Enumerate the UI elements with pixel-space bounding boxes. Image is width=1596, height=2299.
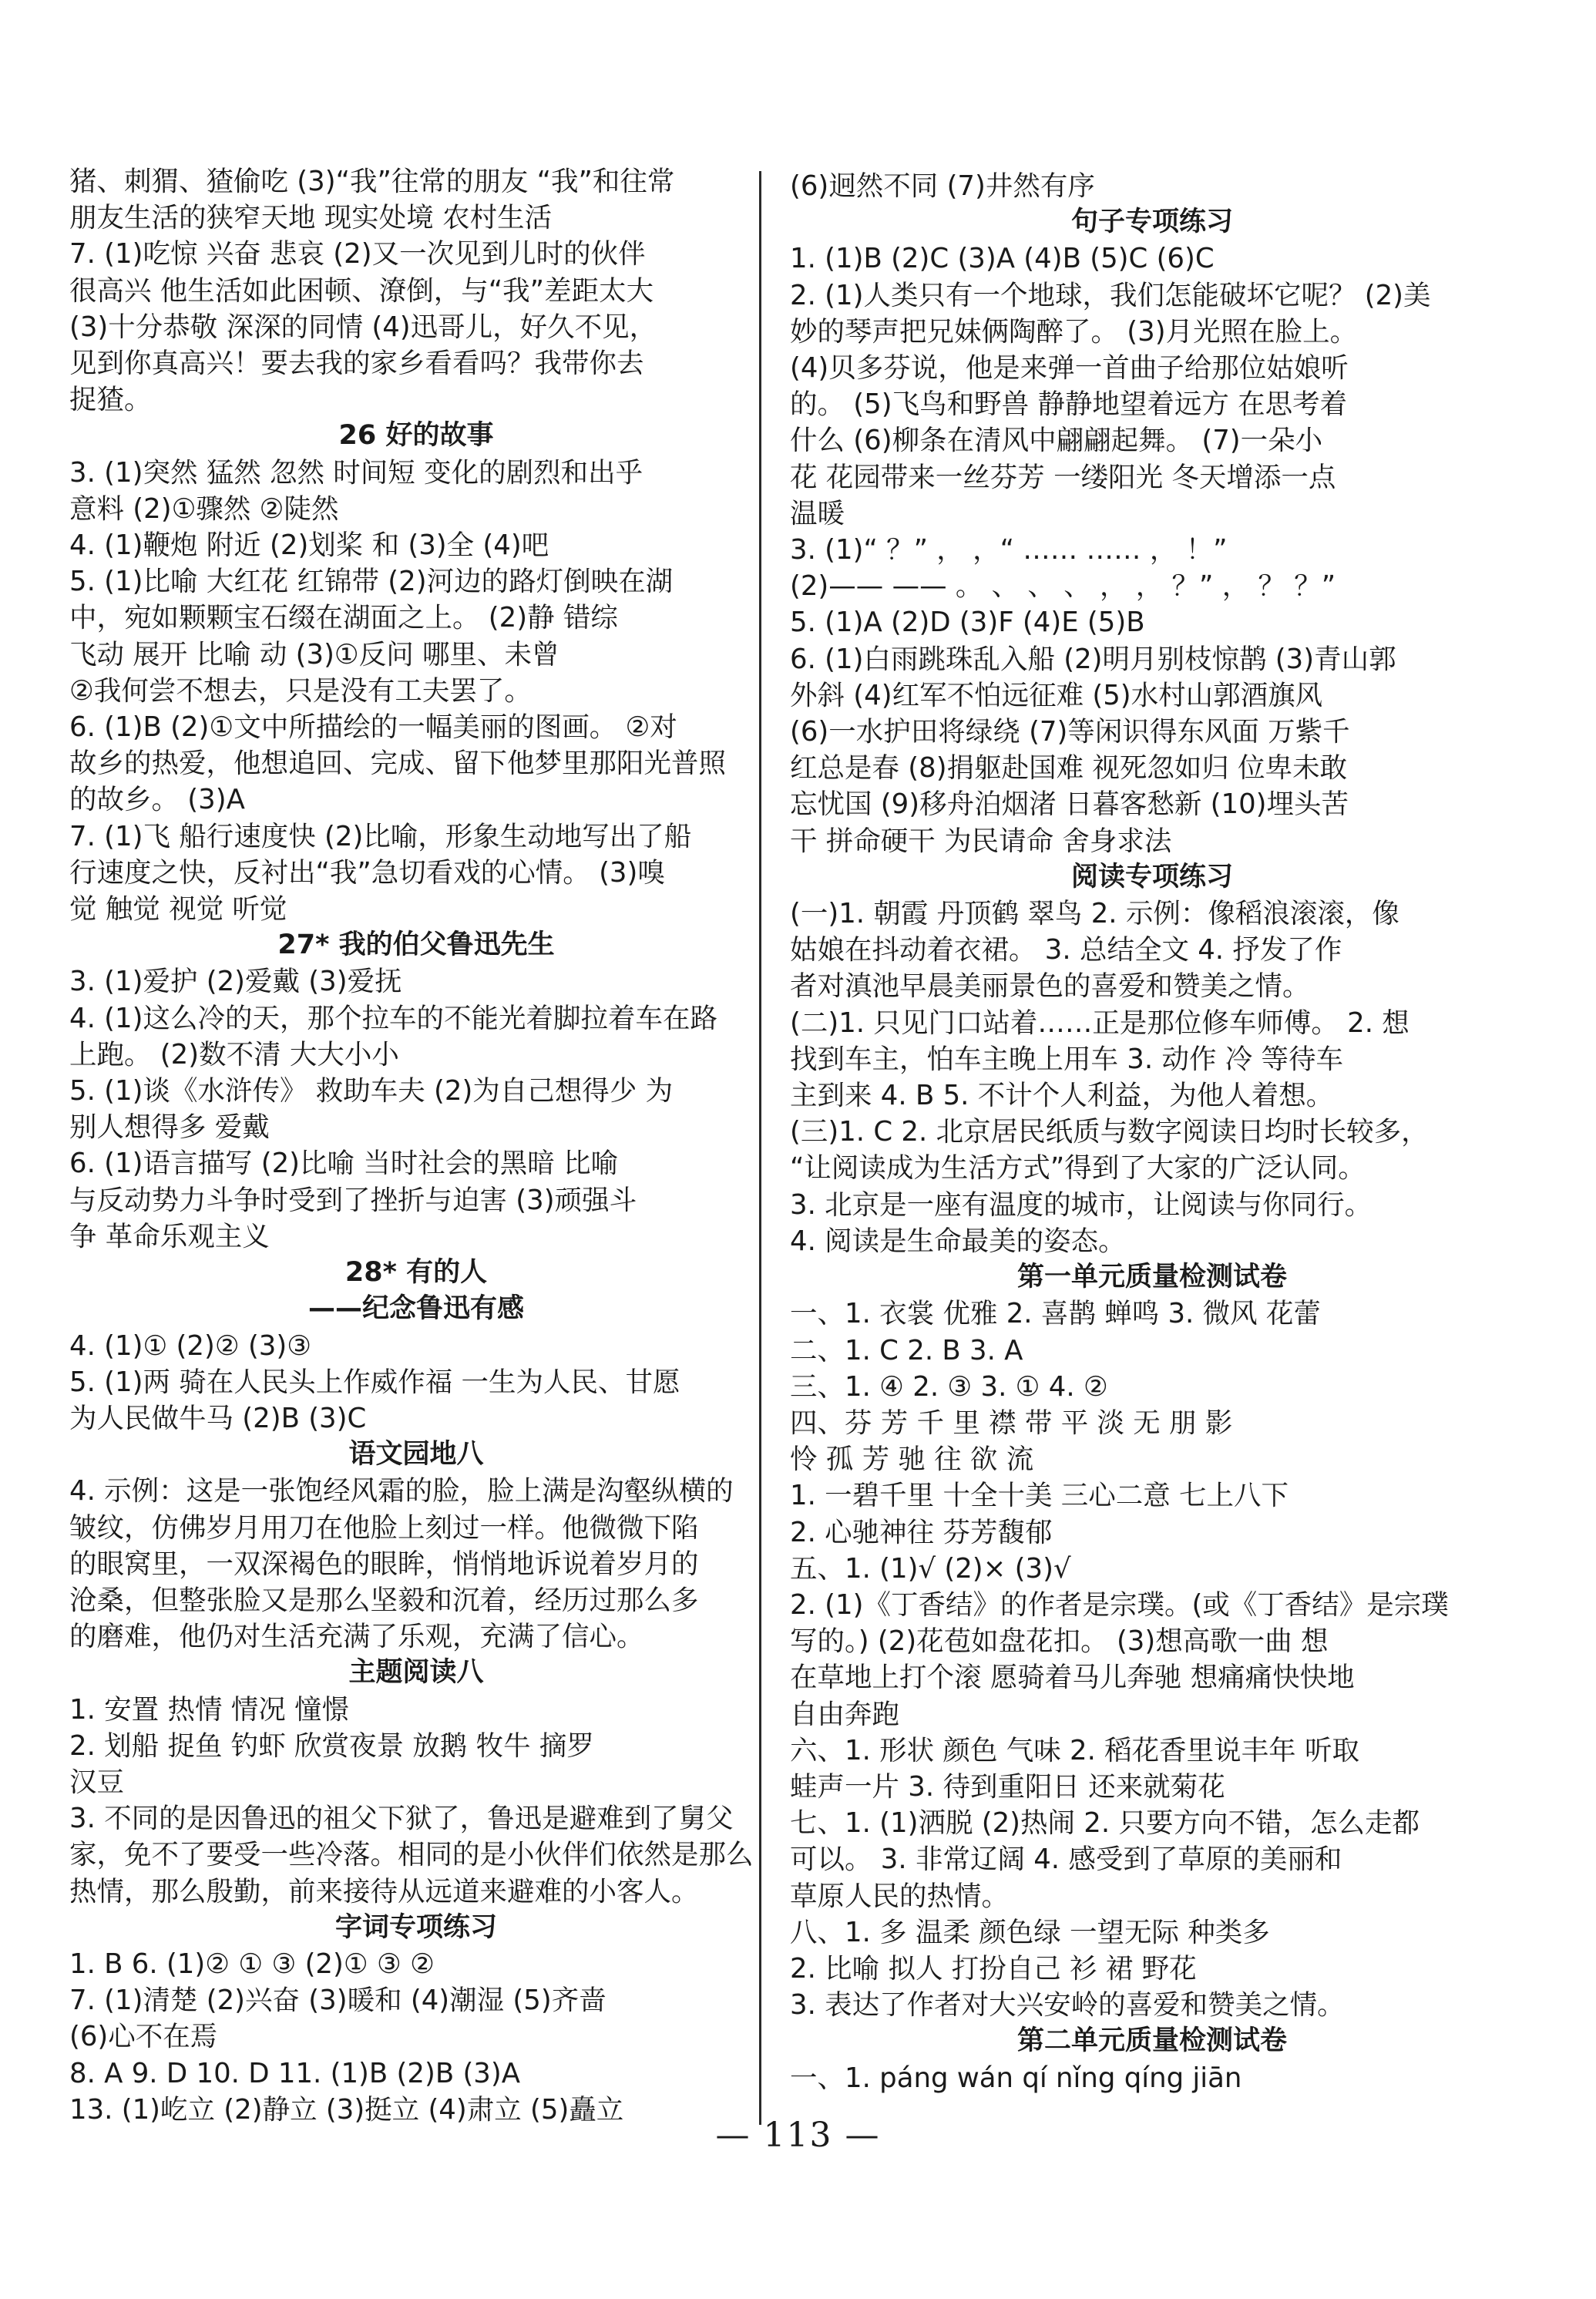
answer-line: 故乡的热爱，他想追回、完成、留下他梦里那阳光普照: [69, 748, 727, 780]
answer-line: 1. 安置 热情 情况 憧憬: [69, 1693, 350, 1726]
answer-line: 8. A 9. D 10. D 11. (1)B (2)B (3)A: [69, 2057, 521, 2089]
answer-line: 4. 示例：这是一张饱经风霜的脸，脸上满是沟壑纵横的: [69, 1475, 734, 1507]
answer-line: 自由奔跑: [790, 1698, 900, 1730]
column-divider: [759, 171, 761, 2125]
answer-line: “让阅读成为生活方式”得到了大家的广泛认同。: [790, 1152, 1366, 1185]
answer-line: 温暖: [790, 497, 845, 529]
answer-line: 皱纹，仿佛岁月用刀在他脸上刻过一样。他微微下陷: [69, 1511, 699, 1544]
answer-line: 4. 阅读是生命最美的姿态。: [790, 1225, 1126, 1257]
answer-line: (4)贝多芬说，他是来弹一首曲子给那位姑娘听: [790, 352, 1349, 385]
answer-line: 的。 (5)飞鸟和野兽 静静地望着远方 在思考着: [790, 388, 1348, 421]
answer-line: 八、1. 多 温柔 颜色绿 一望无际 种类多: [790, 1916, 1270, 1948]
section-heading: 语文园地八: [348, 1439, 484, 1470]
answer-line: 七、1. (1)洒脱 (2)热闹 2. 只要方向不错，怎么走都: [790, 1807, 1420, 1840]
answer-line: (6)迥然不同 (7)井然有序: [790, 170, 1095, 202]
answer-line: 姑娘在抖动着衣裙。 3. 总结全文 4. 抒发了作: [790, 934, 1342, 966]
answer-line: 红总是春 (8)捐躯赴国难 视死忽如归 位卑未敢: [790, 752, 1348, 785]
answer-line: 5. (1)A (2)D (3)F (4)E (5)B: [790, 607, 1145, 639]
answer-line: (三)1. C 2. 北京居民纸质与数字阅读日均时长较多，: [790, 1116, 1429, 1148]
section-heading: ——纪念鲁迅有感: [307, 1293, 524, 1325]
answer-line: 行速度之快，反衬出“我”急切看戏的心情。 (3)嗅: [69, 856, 665, 889]
answer-line: 与反动势力斗争时受到了挫折与迫害 (3)顽强斗: [69, 1184, 637, 1216]
answer-line: (6)一水护田将绿绕 (7)等闲识得东风面 万紫千: [790, 716, 1350, 748]
answer-line: 3. 表达了作者对大兴安岭的喜爱和赞美之情。: [790, 1989, 1345, 2022]
answer-line: 5. (1)比喻 大红花 红锦带 (2)河边的路灯倒映在湖: [69, 566, 674, 598]
answer-line: 很高兴 他生活如此困顿、潦倒，与“我”差距太大: [69, 274, 654, 307]
answer-line: (二)1. 只见门口站着……正是那位修车师傅。 2. 想: [790, 1007, 1410, 1039]
answer-line: 四、芬 芳 千 里 襟 带 平 淡 无 朋 影: [790, 1407, 1233, 1439]
answer-line: 3. 不同的是因鲁迅的祖父下狱了，鲁迅是避难到了舅父: [69, 1803, 734, 1835]
answer-line: 忘忧国 (9)移舟泊烟渚 日暮客愁新 (10)埋头苦: [790, 788, 1349, 821]
answer-line: 草原人民的热情。: [790, 1880, 1010, 1912]
answer-line: 2. 划船 捉鱼 钓虾 欣赏夜景 放鹅 牧牛 摘罗: [69, 1729, 594, 1762]
answer-line: 飞动 展开 比喻 动 (3)①反问 哪里、未曾: [69, 638, 559, 671]
answer-line: 中，宛如颗颗宝石缀在湖面之上。 (2)静 错综: [69, 602, 618, 634]
answer-line: 汉豆: [69, 1766, 125, 1798]
section-heading: 第二单元质量检测试卷: [1016, 2025, 1287, 2057]
section-heading: 第一单元质量检测试卷: [1016, 1262, 1287, 1293]
answer-line: 在草地上打个滚 愿骑着马儿奔驰 想痛痛快快地: [790, 1662, 1355, 1694]
answer-line: 热情，那么殷勤，前来接待从远道来避难的小客人。: [69, 1875, 699, 1907]
answer-line: 外斜 (4)红军不怕远征难 (5)水村山郭酒旗风: [790, 679, 1323, 711]
answer-line: 意料 (2)①骤然 ②陡然: [69, 492, 339, 525]
answer-line: 五、1. (1)√ (2)× (3)√: [790, 1552, 1071, 1585]
answer-line: 1. B 6. (1)② ① ③ (2)① ③ ②: [69, 1948, 435, 1980]
answer-line: 见到你真高兴！要去我的家乡看看吗？我带你去: [69, 348, 644, 380]
answer-line: 者对滇池早晨美丽景色的喜爱和赞美之情。: [790, 970, 1310, 1003]
answer-line: 找到车主，怕车主晚上用车 3. 动作 冷 等待车: [790, 1043, 1344, 1075]
section-heading: 句子专项练习: [1070, 207, 1233, 238]
section-heading: 阅读专项练习: [1070, 861, 1233, 892]
answer-line: (3)十分恭敬 深深的同情 (4)迅哥儿，好久不见，: [69, 311, 657, 343]
answer-line: 3. (1)爱护 (2)爱戴 (3)爱抚: [69, 966, 402, 998]
answer-line: ②我何尝不想去，只是没有工夫罢了。: [69, 674, 532, 707]
answer-line: 一、1. 衣裳 优雅 2. 喜鹊 蝉鸣 3. 微风 花蕾: [790, 1298, 1321, 1330]
answer-line: 主到来 4. B 5. 不计个人利益，为他人着想。: [790, 1080, 1334, 1112]
answer-line: 朋友生活的狭窄天地 现实处境 农村生活: [69, 202, 553, 234]
answer-line: 7. (1)飞 船行速度快 (2)比喻，形象生动地写出了船: [69, 820, 692, 852]
answer-line: 2. 比喻 拟人 打扮自己 衫 裙 野花: [790, 1952, 1197, 1985]
answer-line: 一、1. páng wán qí nǐng qíng jiān: [790, 2062, 1242, 2094]
answer-line: 为人民做牛马 (2)B (3)C: [69, 1402, 367, 1434]
answer-line: 蛙声一片 3. 待到重阳日 还来就菊花: [790, 1770, 1225, 1803]
answer-line: 6. (1)B (2)①文中所描绘的一幅美丽的图画。 ②对: [69, 711, 677, 744]
answer-line: 5. (1)谈《水浒传》 救助车夫 (2)为自己想得少 为: [69, 1075, 674, 1107]
answer-line: 1. 一碧千里 十全十美 三心二意 七上八下: [790, 1480, 1289, 1512]
answer-line: 三、1. ④ 2. ③ 3. ① 4. ②: [790, 1370, 1108, 1403]
answer-line: (6)心不在焉: [69, 2021, 218, 2053]
answer-line: 上跑。 (2)数不清 大大小小: [69, 1038, 399, 1071]
answer-line: 4. (1)鞭炮 附近 (2)划桨 和 (3)全 (4)吧: [69, 529, 549, 562]
answer-line: 5. (1)两 骑在人民头上作威作福 一生为人民、甘愿: [69, 1366, 680, 1398]
answer-line: 沧桑，但整张脸又是那么坚毅和沉着，经历过那么多: [69, 1584, 699, 1616]
answer-line: 觉 触觉 视觉 听觉: [69, 893, 287, 926]
answer-line: 妙的琴声把兄妹俩陶醉了。 (3)月光照在脸上。: [790, 315, 1358, 348]
answer-line: 六、1. 形状 颜色 气味 2. 稻花香里说丰年 听取: [790, 1734, 1359, 1766]
answer-line: 7. (1)清楚 (2)兴奋 (3)暖和 (4)潮湿 (5)齐啬: [69, 1985, 606, 2017]
answer-line: 3. (1)突然 猛然 忽然 时间短 变化的剧烈和出乎: [69, 456, 643, 489]
answer-line: 怜 孤 芳 驰 往 欲 流: [790, 1444, 1034, 1476]
answer-line: 13. (1)屹立 (2)静立 (3)挺立 (4)肃立 (5)矗立: [69, 2093, 624, 2126]
answer-line: 捉猹。: [69, 384, 152, 416]
answer-line: (2)—— —— 。 、 、 、 ， ， ？” ， ？ ？”: [790, 570, 1336, 603]
answer-line: 6. (1)语言描写 (2)比喻 当时社会的黑暗 比喻: [69, 1148, 619, 1180]
left-column: [69, 163, 754, 2128]
answer-line: 2. (1)《丁香结》的作者是宗璞。(或《丁香结》是宗璞: [790, 1588, 1449, 1621]
section-heading: 27* 我的伯父鲁迅先生: [277, 929, 555, 961]
answer-line: 别人想得多 爱戴: [69, 1111, 270, 1144]
answer-line: 4. (1)这么冷的天，那个拉车的不能光着脚拉着车在路: [69, 1002, 717, 1034]
answer-line: 花 花园带来一丝芬芳 一缕阳光 冬天增添一点: [790, 461, 1336, 493]
answer-line: 干 拼命硬干 为民请命 舍身求法: [790, 825, 1172, 857]
answer-line: 什么 (6)柳条在清风中翩翩起舞。 (7)一朵小: [790, 425, 1323, 457]
answer-line: 1. (1)B (2)C (3)A (4)B (5)C (6)C: [790, 243, 1215, 275]
right-column: [790, 168, 1514, 2096]
answer-line: 可以。 3. 非常辽阔 4. 感受到了草原的美丽和: [790, 1844, 1342, 1876]
answer-line: 猪、刺猬、猹偷吃 (3)“我”往常的朋友 “我”和往常: [69, 166, 675, 197]
answer-line: 3. 北京是一座有温度的城市，让阅读与你同行。: [790, 1188, 1373, 1221]
section-heading: 字词专项练习: [334, 1911, 497, 1943]
section-heading: 主题阅读八: [348, 1657, 484, 1689]
page-number: — 113 —: [715, 2116, 881, 2155]
answer-line: 2. 心驰神往 芬芳馥郁: [790, 1516, 1053, 1548]
answer-line: (一)1. 朝霞 丹顶鹤 翠鸟 2. 示例：像稻浪滚滚，像: [790, 898, 1399, 930]
answer-line: 争 革命乐观主义: [69, 1220, 270, 1252]
answer-line: 二、1. C 2. B 3. A: [790, 1334, 1023, 1366]
answer-line: 4. (1)① (2)② (3)③: [69, 1329, 312, 1362]
answer-line: 7. (1)吃惊 兴奋 悲哀 (2)又一次见到儿时的伙伴: [69, 238, 646, 271]
answer-line: 3. (1)“ ？” ， ，“ …… …… ， ！”: [790, 534, 1228, 566]
answer-line: 的眼窝里，一双深褐色的眼眸，悄悄地诉说着岁月的: [69, 1548, 699, 1580]
answer-line: 6. (1)白雨跳珠乱入船 (2)明月别枝惊鹊 (3)青山郭: [790, 643, 1396, 675]
answer-line: 的故乡。 (3)A: [69, 784, 245, 816]
answer-line: 的磨难，他仍对生活充满了乐观，充满了信心。: [69, 1621, 644, 1653]
answer-line: 家，免不了要受一些冷落。相同的是小伙伴们依然是那么: [69, 1839, 754, 1871]
section-heading: 26 好的故事: [338, 420, 494, 452]
section-heading: 28* 有的人: [344, 1257, 488, 1289]
answer-line: 2. (1)人类只有一个地球，我们怎能破坏它呢？ (2)美: [790, 279, 1431, 311]
answer-line: 写的。) (2)花苞如盘花扣。 (3)想高歌一曲 想: [790, 1625, 1329, 1658]
